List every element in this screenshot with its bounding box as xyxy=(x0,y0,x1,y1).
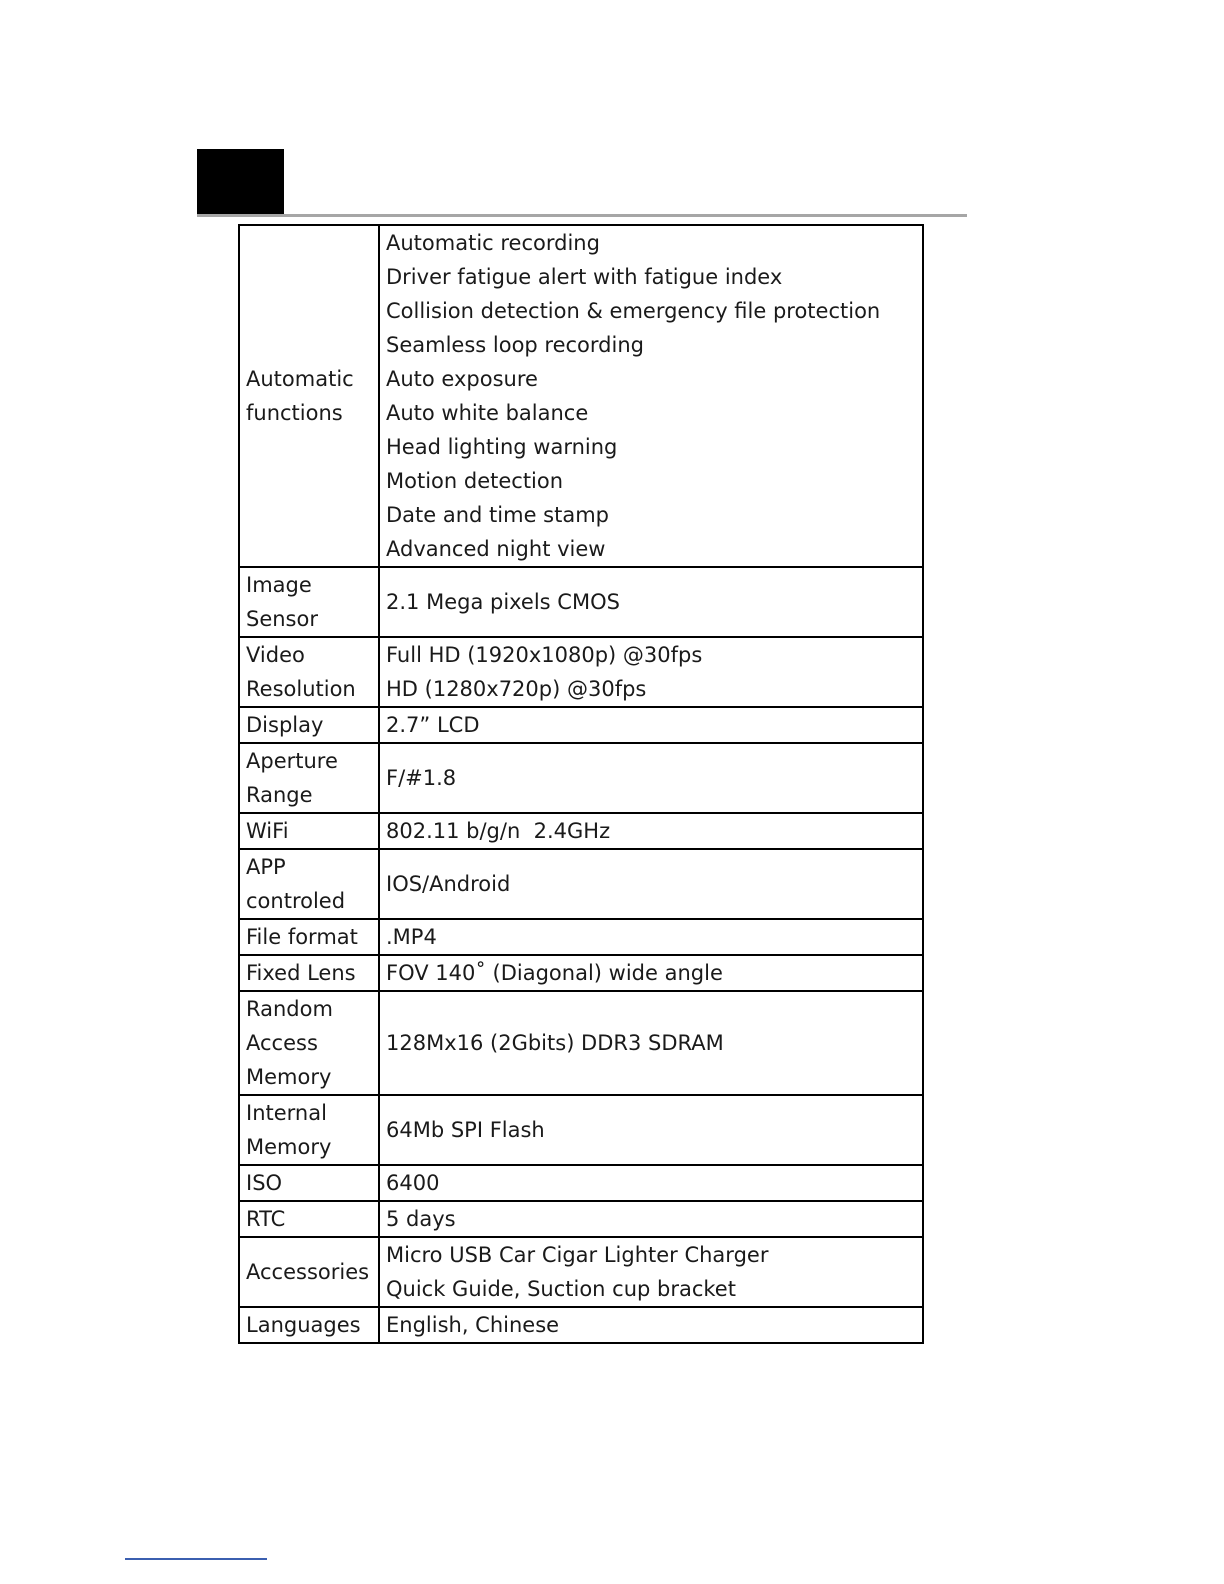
spec-label: ISO xyxy=(239,1165,379,1201)
spec-value xyxy=(379,1095,923,1165)
spec-label: WiFi xyxy=(239,813,379,849)
spec-value xyxy=(379,1307,923,1343)
spec-value-line: Advanced night view xyxy=(386,537,606,561)
spec-value-line: Motion detection xyxy=(386,469,564,493)
spec-value xyxy=(379,225,923,567)
spec-label: Accessories xyxy=(239,1237,379,1307)
spec-value-line: Seamless loop recording xyxy=(386,333,644,357)
spec-row-rtc xyxy=(239,1201,923,1237)
spec-value-line: 5 days xyxy=(386,1207,456,1231)
spec-value-line: Auto exposure xyxy=(386,367,538,391)
spec-row-image-sensor xyxy=(239,567,923,637)
footer-rule xyxy=(125,1558,267,1560)
spec-label: Automatic functions xyxy=(239,225,379,567)
spec-label: RTC xyxy=(239,1201,379,1237)
spec-value xyxy=(379,849,923,919)
spec-label: Languages xyxy=(239,1307,379,1343)
header-rule xyxy=(197,214,967,217)
spec-row-accessories xyxy=(239,1237,923,1307)
spec-value xyxy=(379,955,923,991)
spec-label: Image Sensor xyxy=(239,567,379,637)
spec-value xyxy=(379,813,923,849)
spec-label: File format xyxy=(239,919,379,955)
spec-value xyxy=(379,1201,923,1237)
spec-value-line: HD (1280x720p) @30fps xyxy=(386,677,647,701)
spec-value xyxy=(379,637,923,707)
spec-value-line: Micro USB Car Cigar Lighter Charger xyxy=(386,1243,769,1267)
spec-row-video-resolution xyxy=(239,637,923,707)
spec-label: APP controled xyxy=(239,849,379,919)
spec-value-line: Collision detection & emergency file protection xyxy=(386,299,881,323)
spec-value xyxy=(379,743,923,813)
spec-value-line: Full HD (1920x1080p) @30fps xyxy=(386,643,703,667)
spec-row-automatic-functions xyxy=(239,225,923,567)
spec-row-wifi xyxy=(239,813,923,849)
spec-value-line: Auto white balance xyxy=(386,401,589,425)
spec-row-aperture-range xyxy=(239,743,923,813)
spec-value-line: 128Mx16 (2Gbits) DDR3 SDRAM xyxy=(386,1031,724,1055)
spec-label: Random Access Memory xyxy=(239,991,379,1095)
spec-row-random-access-memory xyxy=(239,991,923,1095)
spec-row-file-format xyxy=(239,919,923,955)
spec-value-line: Automatic recording xyxy=(386,231,600,255)
spec-value-line: 2.1 Mega pixels CMOS xyxy=(386,590,620,614)
spec-row-display xyxy=(239,707,923,743)
spec-row-iso xyxy=(239,1165,923,1201)
spec-value-line: .MP4 xyxy=(386,925,437,949)
spec-value-line: English, Chinese xyxy=(386,1313,560,1337)
spec-value-line: 2.7” LCD xyxy=(386,713,480,737)
spec-value-line: Driver fatigue alert with fatigue index xyxy=(386,265,783,289)
spec-value-line: IOS/Android xyxy=(386,872,511,896)
spec-value xyxy=(379,1237,923,1307)
spec-value-line: Date and time stamp xyxy=(386,503,610,527)
spec-value xyxy=(379,919,923,955)
spec-value-line: 802.11 b/g/n 2.4GHz xyxy=(386,819,611,843)
spec-value-line: 64Mb SPI Flash xyxy=(386,1118,545,1142)
spec-row-languages xyxy=(239,1307,923,1343)
spec-label: Aperture Range xyxy=(239,743,379,813)
spec-label: Internal Memory xyxy=(239,1095,379,1165)
spec-value-line: FOV 140˚ (Diagonal) wide angle xyxy=(386,961,723,985)
header-black-block xyxy=(197,149,284,216)
spec-row-internal-memory xyxy=(239,1095,923,1165)
spec-value-line: F/#1.8 xyxy=(386,766,457,790)
spec-label: Fixed Lens xyxy=(239,955,379,991)
spec-table xyxy=(238,224,924,1344)
spec-value xyxy=(379,567,923,637)
spec-row-fixed-lens xyxy=(239,955,923,991)
spec-value xyxy=(379,707,923,743)
spec-value xyxy=(379,991,923,1095)
spec-row-app-controled xyxy=(239,849,923,919)
spec-value-line: Quick Guide, Suction cup bracket xyxy=(386,1277,736,1301)
spec-value xyxy=(379,1165,923,1201)
spec-label: Display xyxy=(239,707,379,743)
spec-value-line: Head lighting warning xyxy=(386,435,618,459)
spec-label: Video Resolution xyxy=(239,637,379,707)
spec-value-line: 6400 xyxy=(386,1171,440,1195)
